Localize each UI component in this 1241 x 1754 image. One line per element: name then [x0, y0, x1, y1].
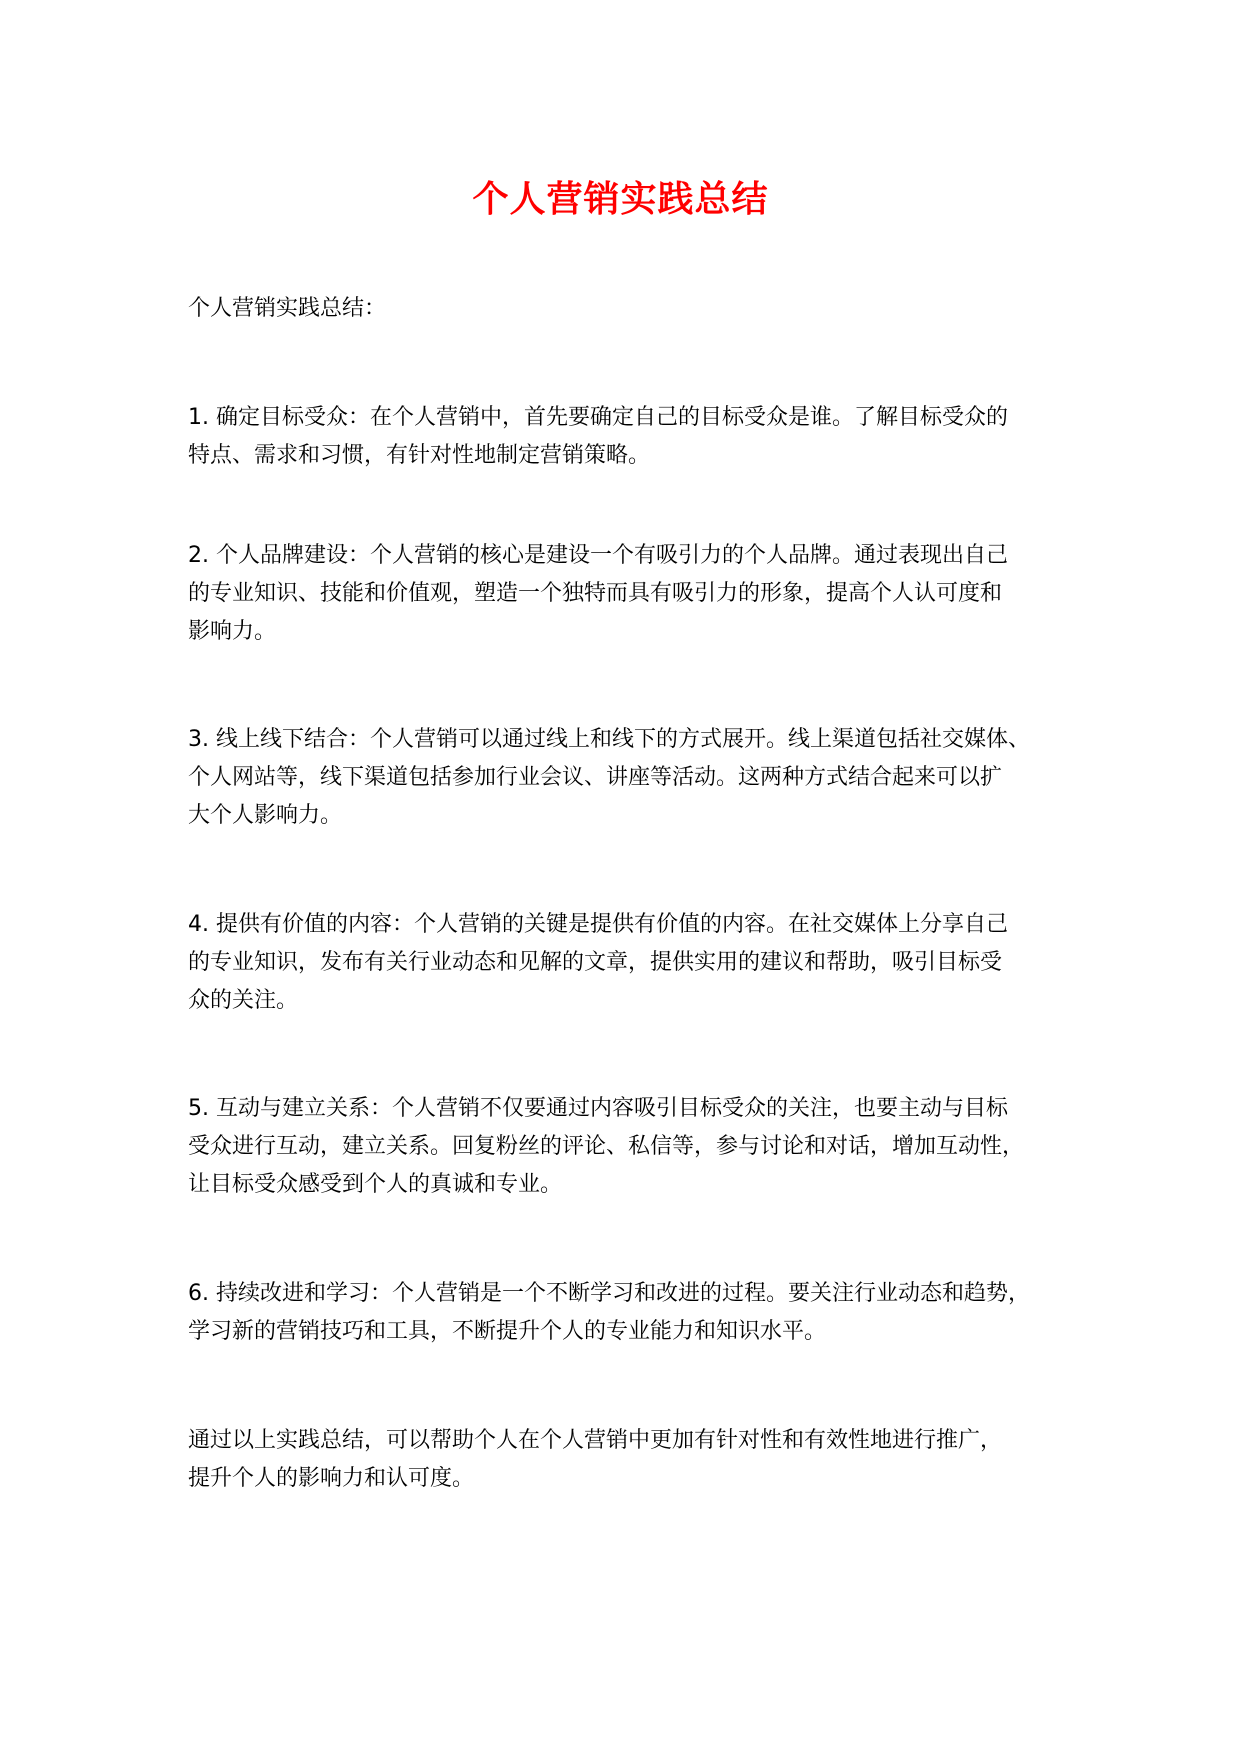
section-line: 学习新的营销技巧和工具，不断提升个人的专业能力和知识水平。 — [188, 1319, 827, 1344]
section-line: 的专业知识、技能和价值观，塑造一个独特而具有吸引力的形象，提高个人认可度和 — [188, 581, 1003, 606]
section-line: 3. 线上线下结合：个人营销可以通过线上和线下的方式展开。线上渠道包括社交媒体、 — [188, 727, 1030, 752]
section-line: 个人网站等，线下渠道包括参加行业会议、讲座等活动。这两种方式结合起来可以扩 — [188, 765, 1003, 790]
section-1 — [188, 399, 1088, 475]
section-line: 特点、需求和习惯，有针对性地制定营销策略。 — [188, 443, 651, 468]
section-line: 通过以上实践总结，可以帮助个人在个人营销中更加有针对性和有效性地进行推广， — [188, 1428, 1003, 1453]
section-line: 6. 持续改进和学习：个人营销是一个不断学习和改进的过程。要关注行业动态和趋势， — [188, 1281, 1030, 1306]
section-line: 4. 提供有价值的内容：个人营销的关键是提供有价值的内容。在社交媒体上分享自己 — [188, 912, 1008, 937]
section-line: 提升个人的影响力和认可度。 — [188, 1466, 475, 1491]
section-line: 让目标受众感受到个人的真诚和专业。 — [188, 1172, 563, 1197]
conclusion-paragraph — [188, 1422, 1088, 1498]
section-4 — [188, 906, 1088, 1020]
section-5 — [188, 1090, 1088, 1204]
section-line: 5. 互动与建立关系：个人营销不仅要通过内容吸引目标受众的关注，也要主动与目标 — [188, 1096, 1008, 1121]
section-6 — [188, 1275, 1088, 1351]
section-line: 2. 个人品牌建设：个人营销的核心是建设一个有吸引力的个人品牌。通过表现出自己 — [188, 543, 1008, 568]
section-2 — [188, 537, 1088, 651]
intro-text: 个人营销实践总结： — [188, 296, 387, 321]
section-line: 众的关注。 — [188, 988, 299, 1013]
section-line: 受众进行互动，建立关系。回复粉丝的评论、私信等，参与讨论和对话，增加互动性， — [188, 1134, 1025, 1159]
section-line: 的专业知识，发布有关行业动态和见解的文章，提供实用的建议和帮助，吸引目标受 — [188, 950, 1003, 975]
section-line: 影响力。 — [188, 619, 277, 644]
section-line: 1. 确定目标受众：在个人营销中，首先要确定自己的目标受众是谁。了解目标受众的 — [188, 405, 1008, 430]
page-title: 个人营销实践总结 — [472, 179, 769, 220]
intro-paragraph — [188, 290, 1088, 328]
section-line: 大个人影响力。 — [188, 803, 343, 828]
section-3 — [188, 721, 1088, 835]
